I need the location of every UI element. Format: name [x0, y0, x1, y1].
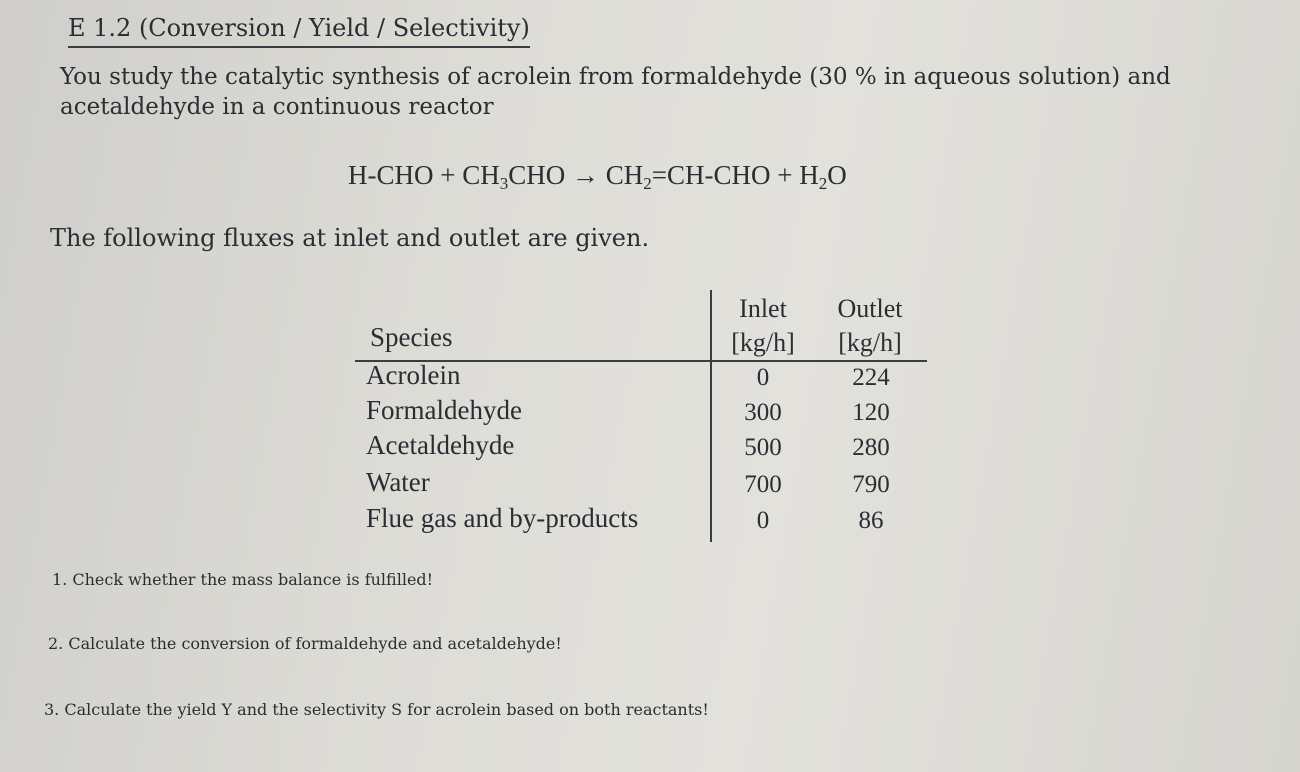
- species-column-header: Species: [370, 322, 453, 352]
- species-name: Acrolein: [366, 360, 461, 390]
- equation-part: =CH-CHO + H: [651, 160, 819, 190]
- question-item: 1. Check whether the mass balance is fulfilled!: [52, 570, 434, 589]
- table-vertical-rule: [710, 290, 712, 542]
- outlet-column-header: [818, 292, 922, 360]
- given-text: The following fluxes at inlet and outlet are given.: [50, 224, 650, 252]
- outlet-header-unit: [kg/h]: [838, 328, 902, 357]
- inlet-value: 300: [744, 399, 782, 426]
- outlet-value: 120: [852, 399, 890, 426]
- inlet-value: 700: [744, 471, 782, 498]
- outlet-header-label: Outlet: [837, 294, 903, 323]
- outlet-value: 280: [852, 434, 890, 461]
- equation-part: H-CHO + CH: [348, 160, 500, 190]
- equation-subscript: 2: [643, 174, 652, 193]
- exercise-intro: You study the catalytic synthesis of acrolein from formaldehyde (30 % in aqueous solution) and acetaldehyde in a continuous reactor: [60, 64, 1171, 120]
- species-name: Acetaldehyde: [366, 430, 515, 460]
- inlet-header-label: Inlet: [739, 294, 787, 323]
- outlet-value: 790: [852, 471, 890, 498]
- question-item: 3. Calculate the yield Y and the selectivity S for acrolein based on both reactants!: [44, 700, 709, 719]
- inlet-value: 0: [756, 364, 770, 391]
- inlet-column-header: [726, 292, 800, 360]
- inlet-value: 0: [756, 507, 770, 534]
- inlet-value: 500: [744, 434, 782, 461]
- equation-subscript: 3: [499, 174, 509, 193]
- equation-subscript: 2: [818, 174, 828, 193]
- inlet-header-unit: [kg/h]: [731, 328, 795, 357]
- reaction-equation: [348, 160, 847, 194]
- species-name: Flue gas and by-products: [366, 503, 639, 533]
- outlet-value: 224: [852, 364, 890, 391]
- species-name: Water: [366, 467, 430, 497]
- outlet-value: 86: [858, 507, 884, 534]
- species-name: Formaldehyde: [366, 395, 522, 425]
- exercise-title: E 1.2 (Conversion / Yield / Selectivity): [68, 14, 530, 48]
- equation-part: CHO → CH: [508, 160, 644, 190]
- equation-part: O: [827, 160, 847, 190]
- question-item: 2. Calculate the conversion of formaldehyde and acetaldehyde!: [48, 634, 562, 653]
